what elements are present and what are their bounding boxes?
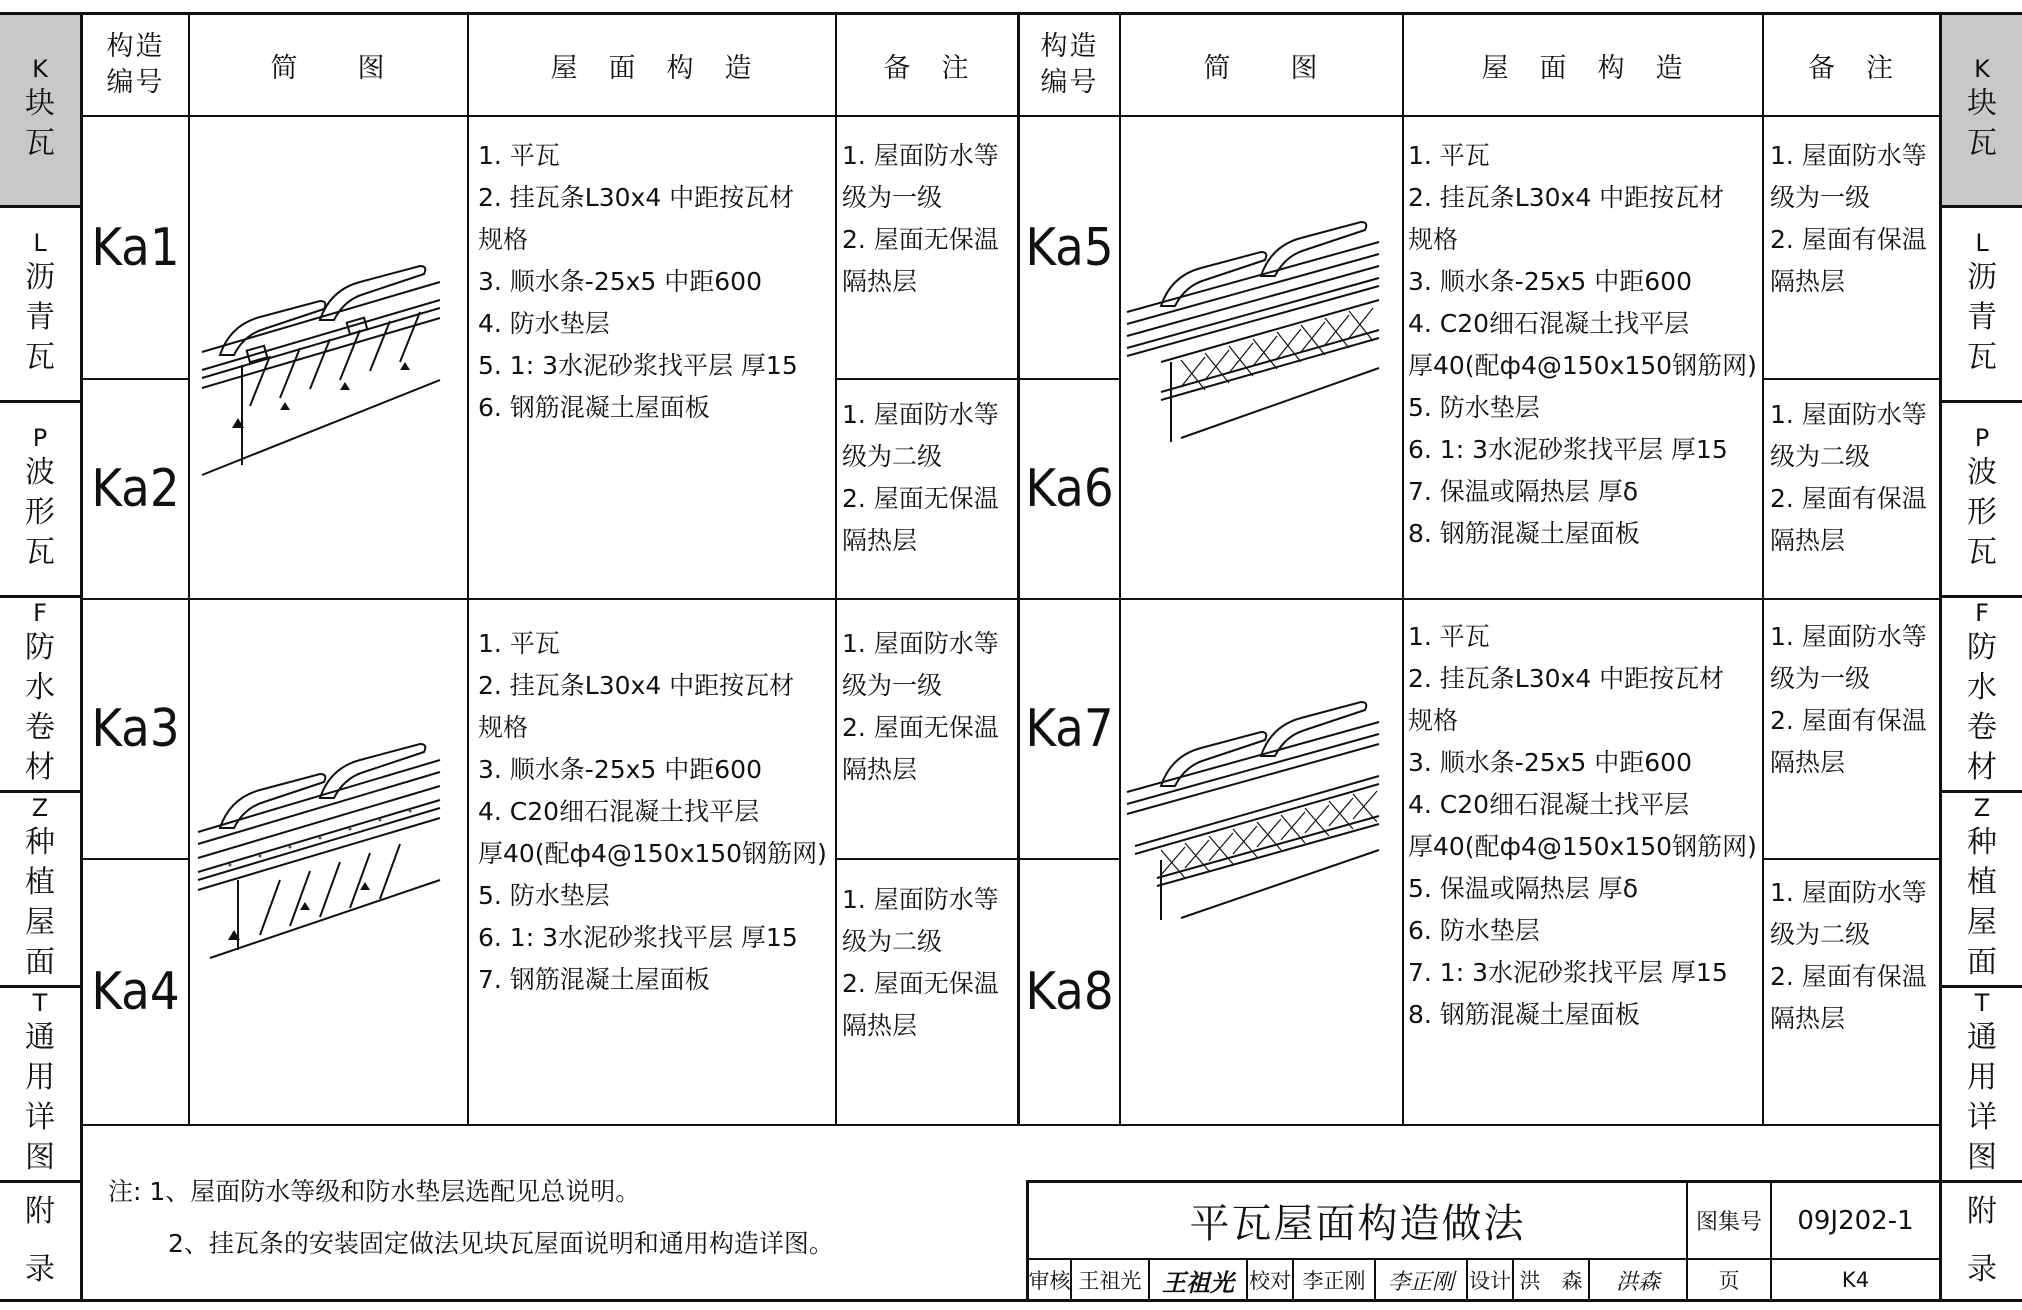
remark-line: 级为二级 [1770, 920, 1871, 949]
remark-line: 1. 屋面防水等 [1770, 622, 1927, 651]
construction-item: 规格 [1408, 706, 1459, 735]
tab-char: 形 [25, 494, 55, 530]
construction-item: 7. 保温或隔热层 厚δ [1408, 477, 1639, 506]
construction-item: 8. 钢筋混凝土屋面板 [1408, 519, 1640, 548]
construction-item: 2. 挂瓦条L30x4 中距按瓦材 [1408, 183, 1725, 212]
remark-line: 隔热层 [842, 1011, 918, 1040]
tab-char: 详 [1967, 1099, 1997, 1135]
tab-char: 波 [25, 454, 55, 490]
remarks-ka3 [842, 623, 999, 791]
tab-char: 录 [1967, 1252, 1997, 1287]
construction-item: 规格 [1408, 225, 1459, 254]
tab-code: Z [1973, 793, 1991, 822]
code-ka4: Ka4 [91, 962, 180, 1022]
tab-z-planted[interactable] [0, 790, 80, 985]
construction-item: 2. 挂瓦条L30x4 中距按瓦材 [1408, 664, 1725, 693]
tab-code: T [32, 988, 48, 1017]
tab-code: P [1974, 423, 1990, 452]
tab-f-membrane[interactable] [1942, 595, 2022, 790]
tab-char: 瓦 [25, 125, 55, 161]
atlas-no: 09J202-1 [1797, 1205, 1914, 1236]
remark-line: 隔热层 [842, 755, 918, 784]
remarks-ka2 [842, 394, 999, 562]
reviewer-signature: 王祖光 [1162, 1267, 1234, 1297]
tab-char: 沥 [25, 259, 55, 295]
header-construction-right: 屋 面 构 造 [1481, 52, 1685, 84]
tab-f-membrane[interactable] [0, 595, 80, 790]
construction-item: 5. 1: 3水泥砂浆找平层 厚15 [478, 351, 798, 380]
construction-item: 1. 平瓦 [1408, 622, 1490, 651]
header-code-line1: 构造 [106, 31, 165, 62]
tab-char: 材 [1967, 749, 1997, 785]
tab-code: T [1974, 988, 1990, 1017]
construction-item: 3. 顺水条-25x5 中距600 [1408, 748, 1692, 777]
tab-char: 通 [1967, 1019, 1997, 1055]
tab-t-general[interactable] [0, 985, 80, 1180]
remark-line: 2. 屋面有保温 [1770, 484, 1927, 513]
tab-char: 材 [25, 749, 55, 785]
tab-char: 块 [1967, 85, 1997, 121]
remarks-ka5 [1770, 135, 1927, 303]
construction-item: 3. 顺水条-25x5 中距600 [478, 755, 762, 784]
tab-char: 形 [1967, 494, 1997, 530]
code-ka6: Ka6 [1025, 459, 1114, 519]
tab-t-general[interactable] [1942, 985, 2022, 1180]
tab-char: 波 [1967, 454, 1997, 490]
remark-line: 级为二级 [1770, 442, 1871, 471]
sketch-ka1-ka2 [190, 260, 467, 480]
remark-line: 2. 屋面无保温 [842, 225, 999, 254]
design-label: 设计 [1469, 1269, 1511, 1293]
remark-line: 级为一级 [1770, 664, 1871, 693]
tab-char: 青 [25, 299, 55, 335]
remark-line: 1. 屋面防水等 [1770, 400, 1927, 429]
tab-code: P [32, 423, 48, 452]
construction-item: 4. C20细石混凝土找平层 [1408, 309, 1690, 338]
tab-char: 瓦 [25, 339, 55, 375]
tab-char: 录 [25, 1252, 55, 1287]
code-ka7: Ka7 [1025, 699, 1114, 759]
remark-line: 隔热层 [1770, 1004, 1846, 1033]
header-sketch-right: 简 图 [1203, 52, 1320, 84]
remark-line: 2. 屋面无保温 [842, 484, 999, 513]
construction-item: 6. 1: 3水泥砂浆找平层 厚15 [478, 923, 798, 952]
tab-k-blocktile[interactable] [0, 12, 80, 205]
tab-code: L [1975, 228, 1989, 257]
construction-item: 6. 1: 3水泥砂浆找平层 厚15 [1408, 435, 1728, 464]
header-code-right [1020, 14, 1119, 116]
drawing-title: 平瓦屋面构造做法 [1189, 1201, 1526, 1247]
sketch-ka5-ka6 [1121, 220, 1402, 440]
footnote-1: 注: 1、屋面防水等级和防水垫层选配见总说明。 [108, 1177, 641, 1206]
tab-char: 种 [1967, 824, 1997, 860]
tab-k-blocktile[interactable] [1942, 12, 2022, 205]
tab-l-asphalt[interactable] [0, 205, 80, 400]
remark-line: 2. 屋面无保温 [842, 969, 999, 998]
remarks-ka7 [1770, 616, 1927, 784]
construction-item: 4. 防水垫层 [478, 309, 610, 338]
tab-char: 瓦 [1967, 339, 1997, 375]
tab-z-planted[interactable] [1942, 790, 2022, 985]
reviewer-name: 王祖光 [1078, 1269, 1142, 1293]
code-ka8: Ka8 [1025, 962, 1114, 1022]
code-ka2: Ka2 [91, 459, 180, 519]
remark-line: 级为一级 [1770, 183, 1871, 212]
tab-char: 植 [1967, 864, 1997, 900]
construction-item: 6. 防水垫层 [1408, 916, 1540, 945]
remarks-ka1 [842, 135, 999, 303]
construction-item: 厚40(配ф4@150x150钢筋网) [1408, 351, 1757, 380]
construction-item: 规格 [478, 713, 529, 742]
tab-l-asphalt[interactable] [1942, 205, 2022, 400]
designer-name: 洪 森 [1519, 1269, 1583, 1293]
tab-char: 块 [25, 85, 55, 121]
tab-char: 水 [25, 669, 55, 705]
tab-char: 防 [25, 629, 55, 665]
remark-line: 隔热层 [1770, 748, 1846, 777]
tab-char: 屋 [25, 904, 55, 940]
page-number: K4 [1841, 1268, 1870, 1292]
tab-char: 种 [25, 824, 55, 860]
remark-line: 1. 屋面防水等 [842, 885, 999, 914]
checker-signature: 李正刚 [1387, 1269, 1454, 1295]
tab-char: 用 [25, 1059, 55, 1095]
construction-item: 2. 挂瓦条L30x4 中距按瓦材 [478, 671, 795, 700]
tab-char: 卷 [1967, 709, 1997, 745]
remark-line: 1. 屋面防水等 [1770, 141, 1927, 170]
header-construction-left: 屋 面 构 造 [550, 52, 754, 84]
tab-char: 附 [1967, 1194, 1997, 1229]
tab-char: 瓦 [1967, 534, 1997, 570]
construction-list-ka5-ka6 [1408, 135, 1757, 555]
construction-item: 2. 挂瓦条L30x4 中距按瓦材 [478, 183, 795, 212]
code-ka5: Ka5 [1025, 217, 1114, 278]
construction-item: 厚40(配ф4@150x150钢筋网) [478, 839, 827, 868]
construction-item: 厚40(配ф4@150x150钢筋网) [1408, 832, 1757, 861]
atlas-no-label: 图集号 [1695, 1210, 1762, 1235]
construction-item: 规格 [478, 225, 529, 254]
remarks-ka4 [842, 879, 999, 1047]
header-code-line2: 编号 [1040, 67, 1099, 98]
construction-item: 6. 钢筋混凝土屋面板 [478, 393, 710, 422]
sketch-ka3-ka4 [190, 740, 467, 960]
remark-line: 1. 屋面防水等 [842, 629, 999, 658]
header-code-line2: 编号 [106, 67, 165, 98]
remark-line: 1. 屋面防水等 [1770, 878, 1927, 907]
construction-item: 4. C20细石混凝土找平层 [1408, 790, 1690, 819]
construction-item: 1. 平瓦 [1408, 141, 1490, 170]
construction-item: 5. 防水垫层 [478, 881, 610, 910]
remark-line: 隔热层 [842, 526, 918, 555]
construction-list-ka7-ka8 [1408, 616, 1757, 1036]
tab-code: Z [31, 793, 49, 822]
tab-appendix[interactable] [0, 1180, 80, 1302]
tab-char: 青 [1967, 299, 1997, 335]
tab-char: 面 [25, 944, 55, 980]
remark-line: 隔热层 [1770, 526, 1846, 555]
tab-char: 瓦 [1967, 125, 1997, 161]
remark-line: 级为二级 [842, 927, 943, 956]
tab-char: 瓦 [25, 534, 55, 570]
remark-line: 级为二级 [842, 442, 943, 471]
header-remarks-right: 备 注 [1808, 52, 1895, 84]
construction-item: 5. 保温或隔热层 厚δ [1408, 874, 1639, 903]
tab-char: 通 [25, 1019, 55, 1055]
remark-line: 2. 屋面无保温 [842, 713, 999, 742]
construction-list-ka1-ka2 [478, 135, 798, 429]
construction-list-ka3-ka4 [478, 623, 827, 1001]
footnote-2: 2、挂瓦条的安装固定做法见块瓦屋面说明和通用构造详图。 [168, 1229, 834, 1258]
page-label: 页 [1718, 1269, 1740, 1293]
tab-p-corrugated[interactable] [0, 400, 80, 595]
tab-char: 水 [1967, 669, 1997, 705]
left-side-tabs [0, 12, 80, 1302]
construction-item: 5. 防水垫层 [1408, 393, 1540, 422]
construction-item: 3. 顺水条-25x5 中距600 [1408, 267, 1692, 296]
tab-char: 面 [1967, 944, 1997, 980]
remark-line: 2. 屋面有保温 [1770, 962, 1927, 991]
construction-item: 8. 钢筋混凝土屋面板 [1408, 1000, 1640, 1029]
remark-line: 级为一级 [842, 671, 943, 700]
right-side-tabs [1942, 12, 2022, 1302]
remark-line: 隔热层 [842, 267, 918, 296]
tab-code: F [1975, 598, 1989, 627]
checker-name: 李正刚 [1302, 1269, 1366, 1293]
tab-appendix[interactable] [1942, 1180, 2022, 1302]
check-label: 校对 [1249, 1269, 1291, 1293]
header-code-left [83, 14, 188, 116]
remark-line: 1. 屋面防水等 [842, 400, 999, 429]
remark-line: 2. 屋面有保温 [1770, 706, 1927, 735]
tab-code: F [33, 598, 47, 627]
designer-signature: 洪森 [1615, 1269, 1660, 1295]
tab-code: K [32, 54, 48, 83]
construction-item: 1. 平瓦 [478, 141, 560, 170]
header-remarks-left: 备 注 [883, 52, 971, 84]
tab-char: 防 [1967, 629, 1997, 665]
header-code-line1: 构造 [1040, 31, 1099, 62]
remark-line: 1. 屋面防水等 [842, 141, 999, 170]
tab-char: 卷 [25, 709, 55, 745]
construction-item: 7. 1: 3水泥砂浆找平层 厚15 [1408, 958, 1728, 987]
construction-item: 7. 钢筋混凝土屋面板 [478, 965, 710, 994]
tab-p-corrugated[interactable] [1942, 400, 2022, 595]
header-sketch-left: 简 图 [270, 52, 387, 84]
tab-char: 附 [25, 1194, 55, 1229]
code-ka1: Ka1 [91, 217, 180, 278]
tab-char: 图 [25, 1139, 55, 1175]
review-label: 审核 [1028, 1269, 1071, 1293]
construction-item: 3. 顺水条-25x5 中距600 [478, 267, 762, 296]
sketch-ka7-ka8 [1121, 700, 1402, 920]
remark-line: 2. 屋面有保温 [1770, 225, 1927, 254]
remarks-ka8 [1770, 872, 1927, 1040]
tab-char: 详 [25, 1099, 55, 1135]
construction-item: 1. 平瓦 [478, 629, 560, 658]
tab-char: 用 [1967, 1059, 1997, 1095]
remarks-ka6 [1770, 394, 1927, 562]
tab-char: 沥 [1967, 259, 1997, 295]
tab-char: 屋 [1967, 904, 1997, 940]
remark-line: 隔热层 [1770, 267, 1846, 296]
construction-item: 4. C20细石混凝土找平层 [478, 797, 760, 826]
tab-char: 图 [1967, 1139, 1997, 1175]
tab-char: 植 [25, 864, 55, 900]
remark-line: 级为一级 [842, 183, 943, 212]
tab-code: L [33, 228, 47, 257]
tab-code: K [1974, 54, 1990, 83]
code-ka3: Ka3 [91, 699, 180, 759]
